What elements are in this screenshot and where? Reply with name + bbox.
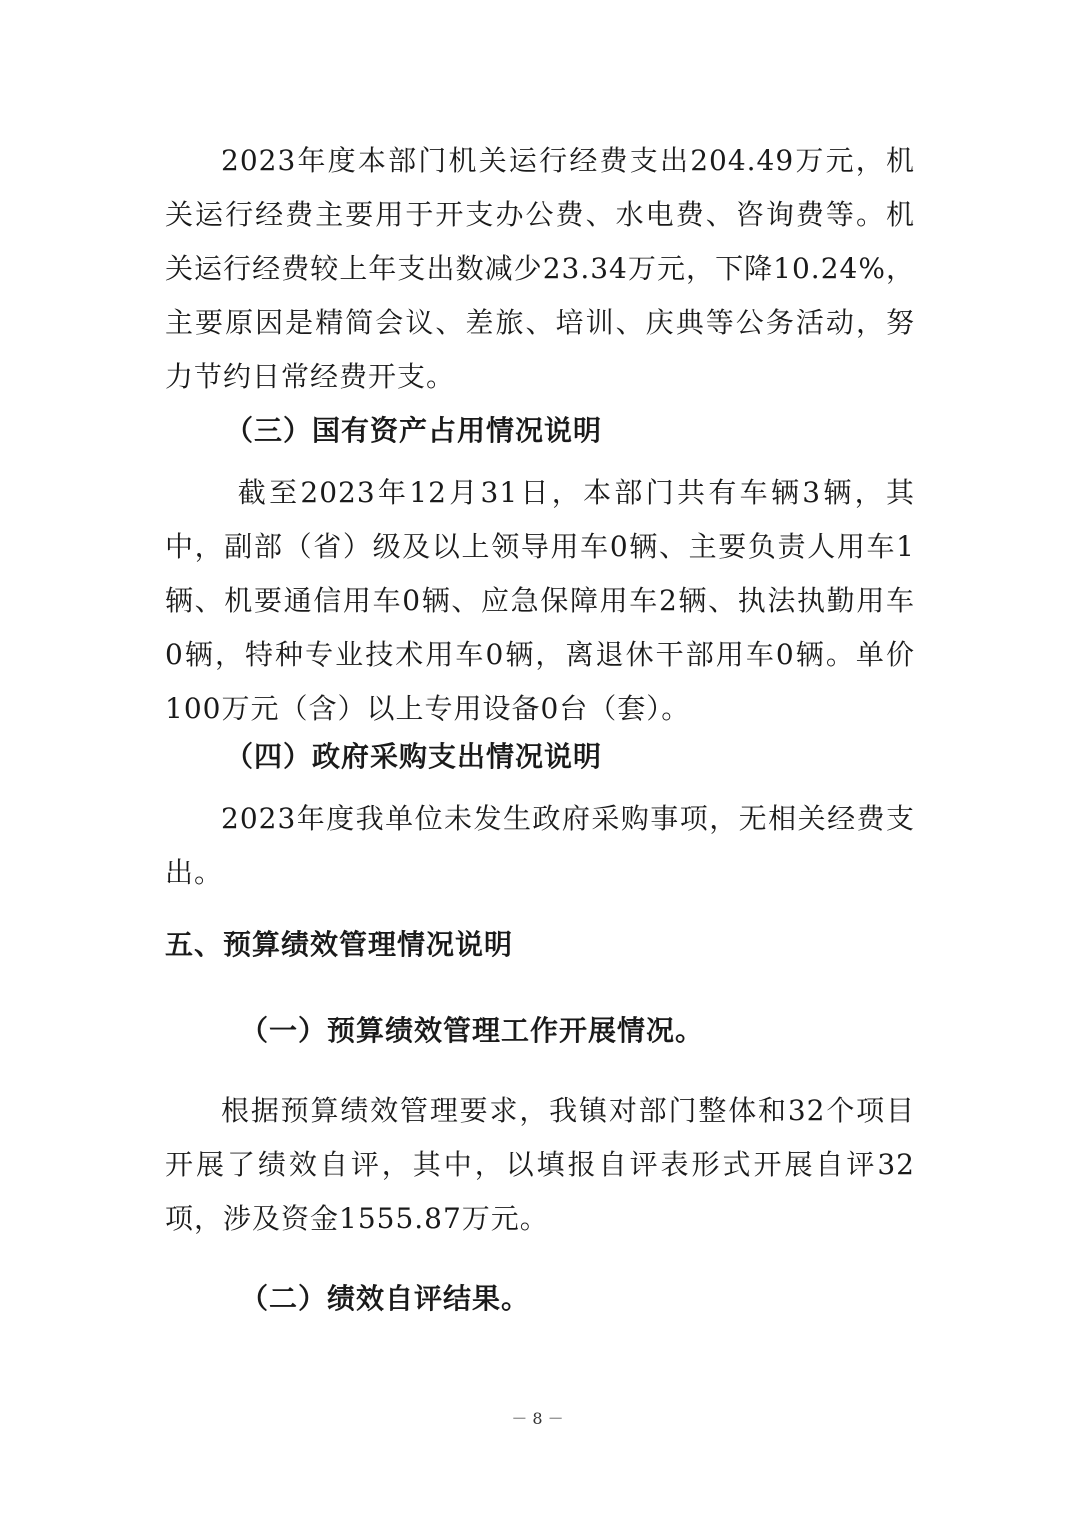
paragraph-vehicles: 截至2023年12月31日，本部门共有车辆3辆，其中，副部（省）级及以上领导用车0辆、主要负责人用车1辆、机要通信用车0辆、应急保障用车2辆、执法执勤用车0辆，特种专业技术用车0辆，离退休干部用车0辆。单价100万元（含）以上专用设备0台（套）。 xyxy=(165,476,915,725)
paragraph-procurement: 2023年度我单位未发生政府采购事项，无相关经费支出。 xyxy=(165,802,915,889)
subheading-performance-work: （一）预算绩效管理工作开展情况。 xyxy=(240,1014,705,1047)
subheading-state-assets: （三）国有资产占用情况说明 xyxy=(225,414,603,447)
subheading-results: （二）绩效自评结果。 xyxy=(240,1282,531,1315)
section-heading-performance: 五、预算绩效管理情况说明 xyxy=(165,928,514,961)
page-number: － 8 － xyxy=(511,1409,564,1428)
subheading-procurement: （四）政府采购支出情况说明 xyxy=(225,740,603,773)
paragraph-operating-expenses: 2023年度本部门机关运行经费支出204.49万元，机关运行经费主要用于开支办公费、水电费、咨询费等。机关运行经费较上年支出数减少23.34万元，下降10.24%，主要原因是精简会议、差旅、培训、庆典等公务活动，努力节约日常经费开支。 xyxy=(165,144,915,393)
paragraph-self-evaluation: 根据预算绩效管理要求，我镇对部门整体和32个项目开展了绩效自评，其中，以填报自评表形式开展自评32项，涉及资金1555.87万元。 xyxy=(165,1094,915,1235)
